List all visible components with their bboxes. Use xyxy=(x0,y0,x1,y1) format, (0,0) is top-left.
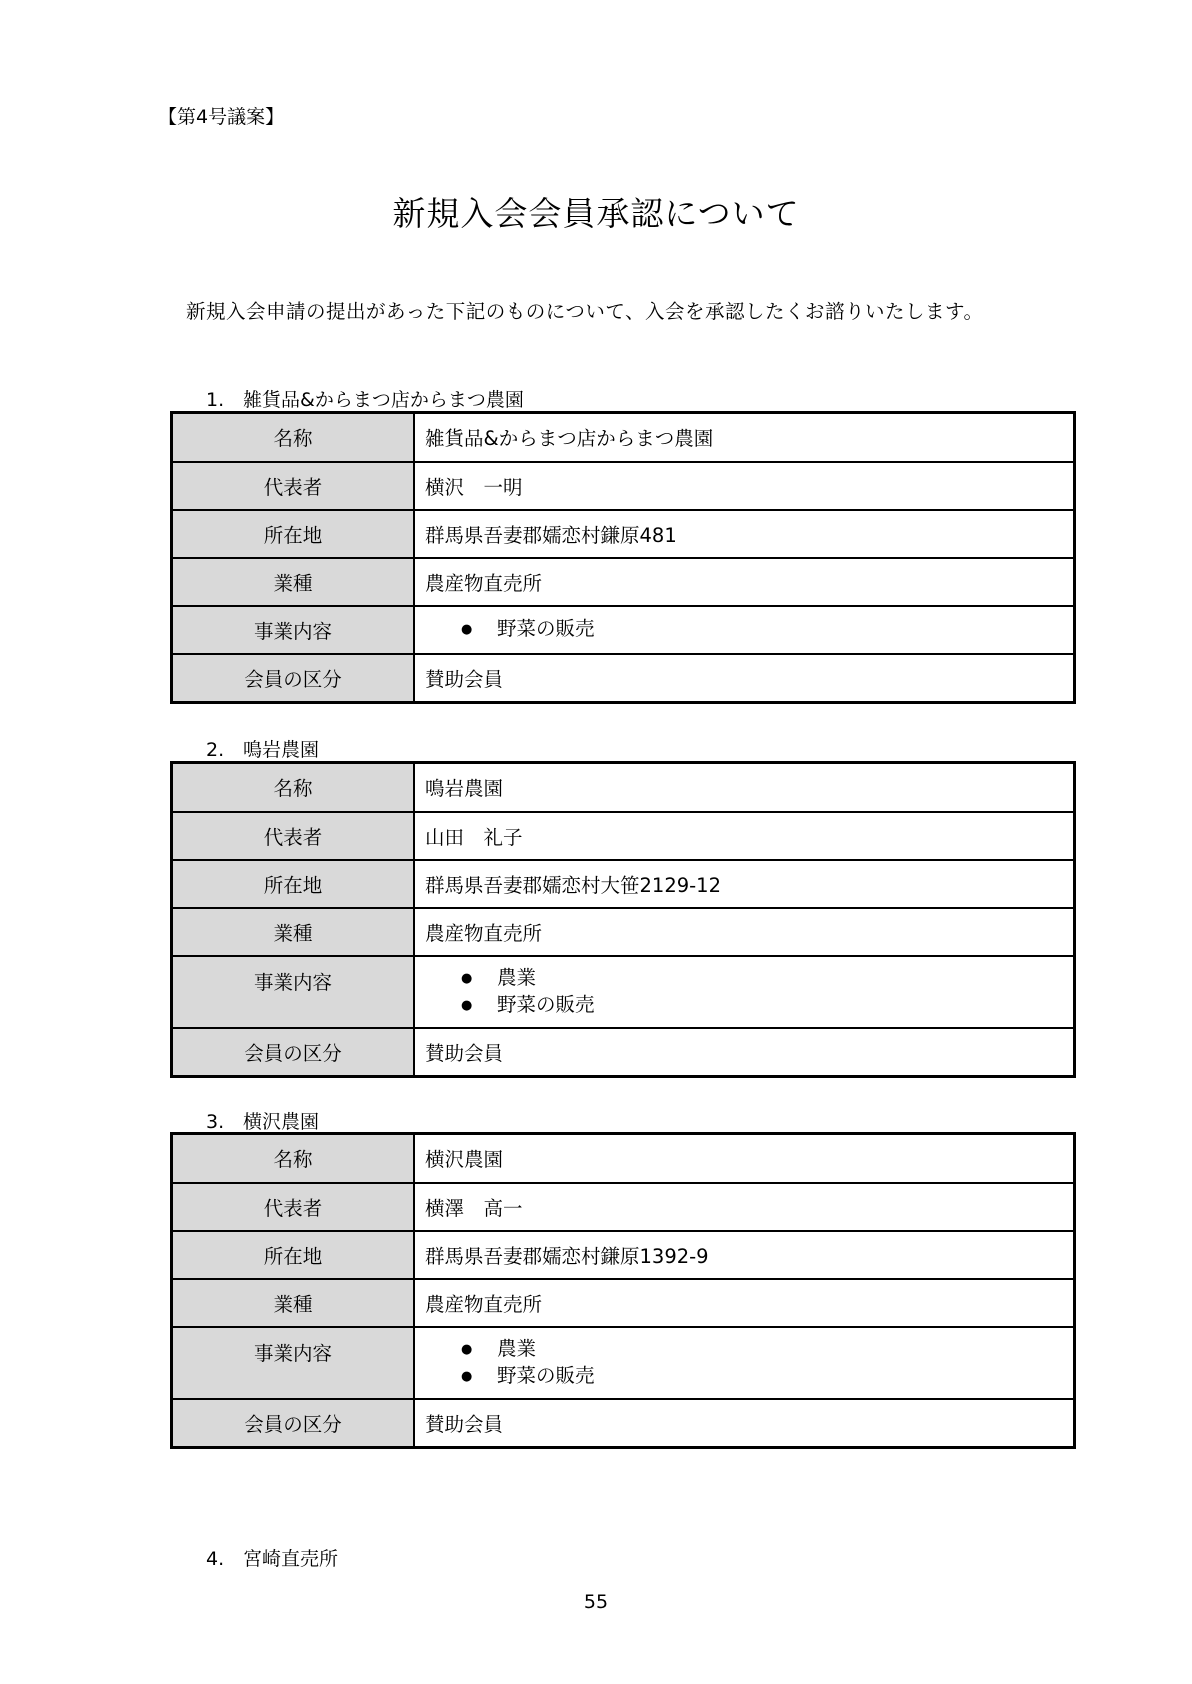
label-cell: 名称 xyxy=(172,763,415,812)
table-row xyxy=(172,510,1075,558)
industry-cell: 農産物直売所 xyxy=(414,558,1075,606)
list-item: ● 農業 xyxy=(461,965,1073,992)
section-heading-2 xyxy=(206,735,319,762)
table-row xyxy=(172,956,1075,1028)
table-row xyxy=(172,1399,1075,1448)
representative-cell: 横沢 一明 xyxy=(414,462,1075,510)
name-cell: 横沢農園 xyxy=(414,1134,1075,1183)
list-item: ● 野菜の販売 xyxy=(461,992,1073,1019)
label-cell: 会員の区分 xyxy=(172,654,415,703)
name-cell: 雑貨品&からまつ店からまつ農園 xyxy=(414,413,1075,462)
industry-cell: 農産物直売所 xyxy=(414,1279,1075,1327)
member-table-3 xyxy=(170,1132,1076,1449)
table-row xyxy=(172,1134,1075,1183)
list-item: ● 野菜の販売 xyxy=(461,616,1073,643)
address-cell: 群馬県吾妻郡嬬恋村大笹2129-12 xyxy=(414,860,1075,908)
label-cell: 会員の区分 xyxy=(172,1028,415,1077)
label-cell: 名称 xyxy=(172,413,415,462)
table-row xyxy=(172,908,1075,956)
label-cell: 事業内容 xyxy=(172,606,415,654)
name-cell: 鳴岩農園 xyxy=(414,763,1075,812)
label-cell: 所在地 xyxy=(172,1231,415,1279)
section-heading-3 xyxy=(206,1107,319,1134)
member-table-2 xyxy=(170,761,1076,1078)
industry-cell: 農産物直売所 xyxy=(414,908,1075,956)
representative-cell: 横澤 高一 xyxy=(414,1183,1075,1231)
table-row xyxy=(172,763,1075,812)
section-heading-4 xyxy=(206,1544,338,1571)
business-list xyxy=(425,1336,1073,1390)
table-row xyxy=(172,1183,1075,1231)
table-row xyxy=(172,462,1075,510)
label-cell: 代表者 xyxy=(172,1183,415,1231)
business-list xyxy=(425,616,1073,643)
table-row xyxy=(172,812,1075,860)
member-type-cell: 賛助会員 xyxy=(414,1399,1075,1448)
label-cell: 事業内容 xyxy=(172,956,415,1028)
member-type-cell: 賛助会員 xyxy=(414,654,1075,703)
business-list xyxy=(425,965,1073,1019)
list-item: ● 野菜の販売 xyxy=(461,1363,1073,1390)
label-cell: 所在地 xyxy=(172,510,415,558)
label-cell: 代表者 xyxy=(172,812,415,860)
page-number: 55 xyxy=(583,1591,609,1613)
table-row xyxy=(172,1327,1075,1399)
table-row xyxy=(172,1028,1075,1077)
label-cell: 会員の区分 xyxy=(172,1399,415,1448)
section-title: 横沢農園 xyxy=(243,1111,320,1133)
table-row xyxy=(172,654,1075,703)
address-cell: 群馬県吾妻郡嬬恋村鎌原1392-9 xyxy=(414,1231,1075,1279)
list-item: ● 農業 xyxy=(461,1336,1073,1363)
section-title: 雑貨品&からまつ店からまつ農園 xyxy=(243,389,524,411)
table-row xyxy=(172,606,1075,654)
intro-text: 新規入会申請の提出があった下記のものについて、入会を承認したくお諮りいたします。 xyxy=(186,300,984,323)
business-cell xyxy=(414,956,1075,1028)
member-type-cell: 賛助会員 xyxy=(414,1028,1075,1077)
section-title: 鳴岩農園 xyxy=(243,739,320,761)
section-number: 2. xyxy=(206,739,225,761)
page-title: 新規入会会員承認について xyxy=(392,194,800,233)
table-row xyxy=(172,1279,1075,1327)
address-cell: 群馬県吾妻郡嬬恋村鎌原481 xyxy=(414,510,1075,558)
table-row xyxy=(172,558,1075,606)
label-cell: 業種 xyxy=(172,1279,415,1327)
section-title: 宮崎直売所 xyxy=(243,1548,339,1570)
section-number: 1. xyxy=(206,389,225,411)
section-heading-1 xyxy=(206,385,524,412)
table-row xyxy=(172,1231,1075,1279)
representative-cell: 山田 礼子 xyxy=(414,812,1075,860)
label-cell: 名称 xyxy=(172,1134,415,1183)
member-table-1 xyxy=(170,411,1076,704)
agenda-label: 【第4号議案】 xyxy=(158,106,285,128)
business-cell xyxy=(414,606,1075,654)
section-number: 4. xyxy=(206,1548,225,1570)
label-cell: 所在地 xyxy=(172,860,415,908)
table-row xyxy=(172,413,1075,462)
table-row xyxy=(172,860,1075,908)
label-cell: 事業内容 xyxy=(172,1327,415,1399)
business-cell xyxy=(414,1327,1075,1399)
label-cell: 代表者 xyxy=(172,462,415,510)
section-number: 3. xyxy=(206,1111,225,1133)
label-cell: 業種 xyxy=(172,558,415,606)
label-cell: 業種 xyxy=(172,908,415,956)
